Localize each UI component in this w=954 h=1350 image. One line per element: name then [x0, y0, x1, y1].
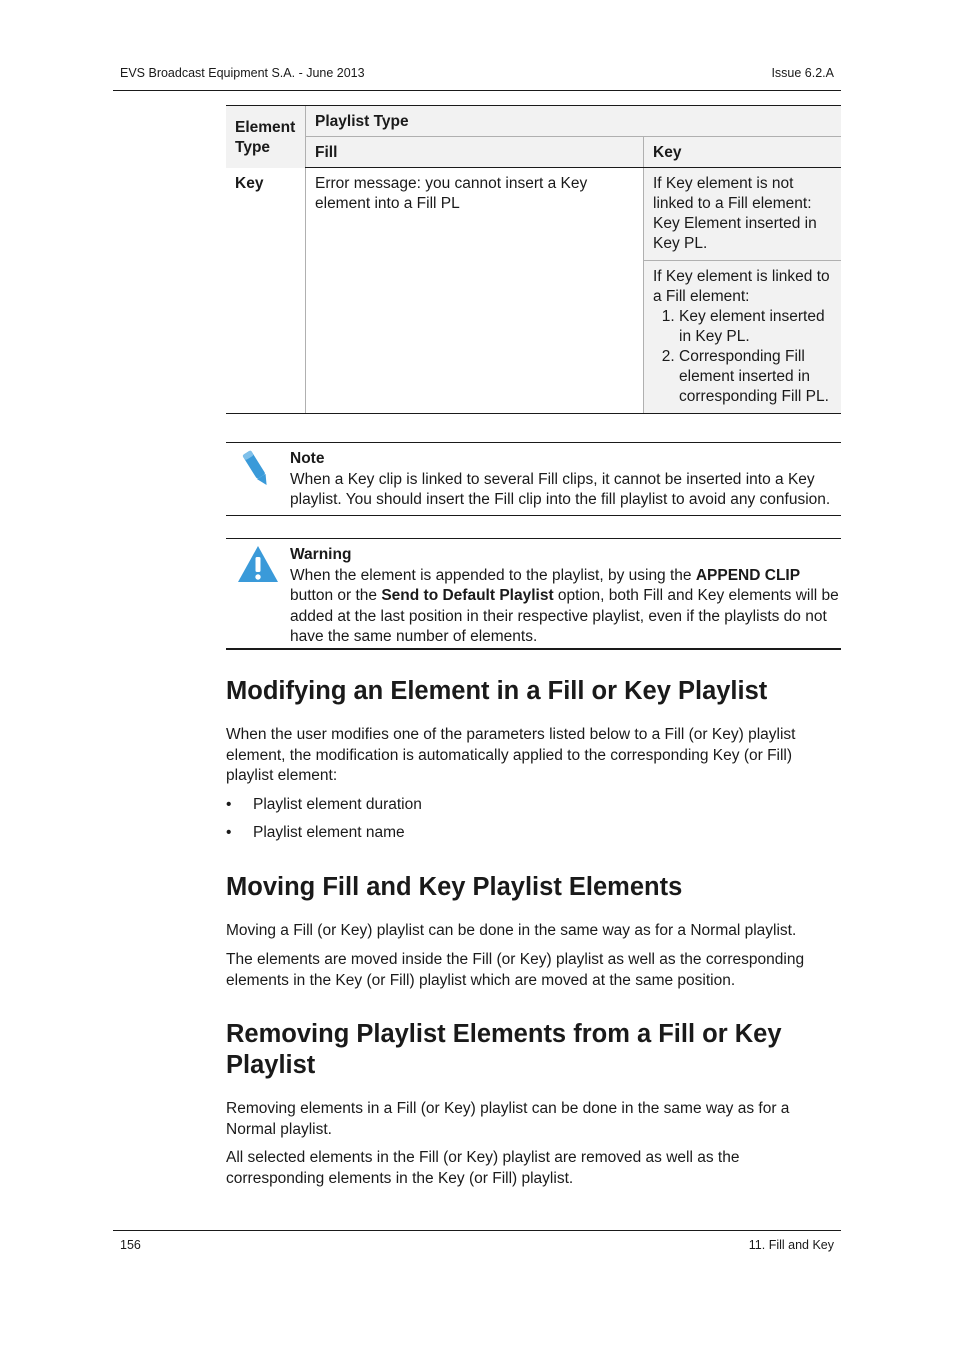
key-list-item: 1. Key element inserted in Key PL. — [679, 307, 832, 347]
key-cell-1: If Key element is not linked to a Fill element: Key Element inserted in Key PL. — [644, 168, 842, 261]
para-moving-1: Moving a Fill (or Key) playlist can be done in the same way as for a Normal playlist. — [226, 922, 797, 939]
heading-modifying: Modifying an Element in a Fill or Key Playlist — [226, 677, 768, 705]
header-right: Issue 6.2.A — [771, 66, 834, 80]
page-header — [113, 64, 841, 91]
footer-chapter: 11. Fill and Key — [748, 1238, 834, 1252]
para-moving-2: The elements are moved inside the Fill (or Key) playlist as well as the corresponding elements in the Key (or Fill) playlist which are moved at the same position. — [226, 951, 805, 989]
key-cell-2 — [644, 261, 842, 414]
warning-box — [226, 538, 841, 650]
page-footer — [113, 1230, 841, 1261]
para-removing-2: All selected elements in the Fill (or Key) playlist are removed as well as the corresponding elements in the Key (or Fill) playlist. — [226, 1149, 740, 1187]
col-playlist-type: Playlist Type — [306, 106, 842, 137]
note-text: When a Key clip is linked to several Fill clips, it cannot be inserted into a Key playlist. You should insert the Fill clip into the fill playlist to avoid any confusion. — [290, 470, 831, 508]
key-cell-2-intro: If Key element is linked to a Fill element: — [653, 268, 830, 305]
note-title: Note — [290, 450, 325, 467]
send-default-playlist-label: Send to Default Playlist — [381, 587, 554, 604]
header-left: EVS Broadcast Equipment S.A. - June 2013 — [120, 66, 365, 80]
key-list — [653, 307, 832, 407]
row-label-key: Key — [226, 168, 306, 414]
pencil-icon — [236, 448, 276, 490]
append-clip-label: APPEND CLIP — [695, 566, 801, 584]
col-fill: Fill — [306, 137, 644, 168]
para-modifying: When the user modifies one of the parameters listed below to a Fill (or Key) playlist element, the modification is automatically applied to the corresponding Key (or Fill) playlist element: — [226, 726, 796, 784]
para-removing-1: Removing elements in a Fill (or Key) playlist can be done in the same way as for a Normal playlist. — [226, 1100, 790, 1138]
page-number: 156 — [120, 1238, 141, 1252]
note-box — [226, 442, 841, 516]
fill-cell: Error message: you cannot insert a Key element into a Fill PL — [306, 168, 644, 414]
key-list-item: 2. Corresponding Fill element inserted in corresponding Fill PL. — [679, 347, 832, 407]
col-key: Key — [644, 137, 842, 168]
warning-text: When the element is appended to the playlist, by using the APPEND CLIP button or the Send to Default Playlist option, both Fill and Key elements will be added at the last position in their respective playlist, even if the playlists do not have the same number of elements. — [290, 566, 839, 645]
playlist-type-table — [226, 105, 841, 414]
warning-triangle-icon — [236, 544, 280, 584]
col-element-type: Element Type — [226, 106, 306, 168]
heading-removing: Removing Playlist Elements from a Fill or Key Playlist — [226, 1020, 782, 1079]
heading-moving: Moving Fill and Key Playlist Elements — [226, 873, 683, 901]
warning-title: Warning — [290, 546, 352, 563]
